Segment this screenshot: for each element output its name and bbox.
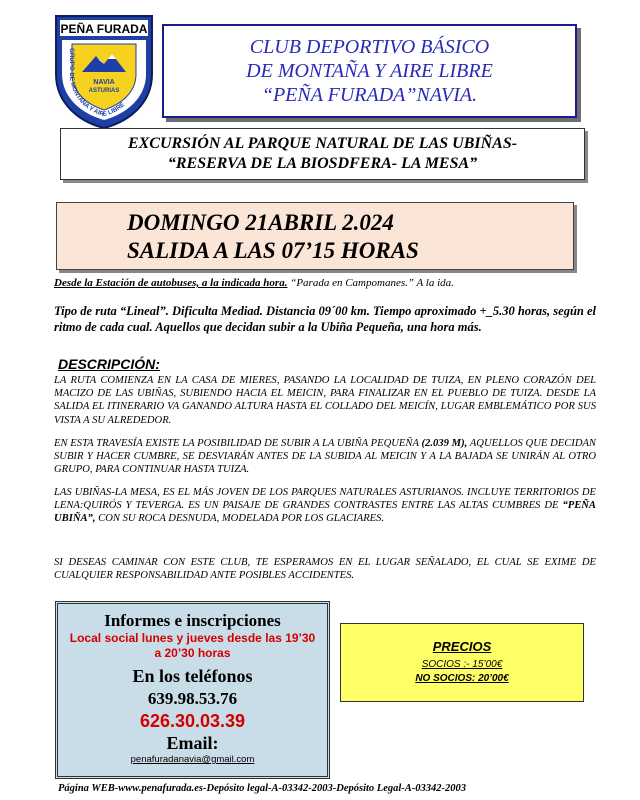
- paragraph-3-text-c: CON SU ROCA DESNUDA, MODELADA POR LOS GLACIARES.: [95, 513, 385, 525]
- logo-center-line1: NAVIA: [93, 79, 115, 86]
- excursion-title-line1: EXCURSIÓN AL PARQUE NATURAL DE LAS UBIÑAS-: [127, 135, 518, 152]
- local-schedule-line1: Local social lunes y jueves desde las 19’30: [69, 631, 316, 645]
- departure-time-line: SALIDA A LAS 07’15 HORAS: [127, 238, 419, 263]
- info-box: [55, 601, 330, 779]
- logo-center-line2: ASTURIAS: [88, 88, 120, 94]
- description-heading: DESCRIPCIÓN:: [58, 356, 160, 372]
- description-paragraph-4: SI DESEAS CAMINAR CON ESTE CLUB, TE ESPERAMOS EN EL LUGAR SEÑALADO, EL CUAL SE EXIME DE CUALQUIER RESPONSABILIDAD ANTE POSIBLES ACCIDENTES.: [54, 557, 596, 582]
- phone-number-1: 639.98.53.76: [147, 689, 238, 708]
- paragraph-2-text-a: EN ESTA TRAVESÍA EXISTE LA POSIBILIDAD DE SUBIR A LA UBIÑA PEQUEÑA: [54, 438, 422, 449]
- excursion-title-box: [60, 128, 585, 180]
- club-title-line2: DE MONTAÑA Y AIRE LIBRE: [246, 60, 493, 82]
- club-title-box: [162, 24, 577, 118]
- departure-rest: “Parada en Campomanes.” A la ida.: [287, 277, 454, 289]
- description-paragraph-2: [54, 437, 596, 477]
- email-label: Email:: [166, 733, 219, 753]
- phones-label: En los teléfonos: [132, 666, 253, 686]
- paragraph-3-peak: “PEÑA UBIÑA”,: [54, 500, 596, 525]
- description-paragraph-1: LA RUTA COMIENZA EN LA CASA DE MIERES, PASANDO LA LOCALIDAD DE TUIZA, EN PLENO CORAZÓN DEL MACIZO DE LAS UBIÑAS, SUBIENDO HACIA EL MEICIN, PARA FINALIZAR EN EL PUEBLO DE TUIZA. DESDE LA SALIDA EL ITINERARIO VA GANANDO ALTURA HASTA EL COLLADO DEL MEICÍN, LUGAR EMBLEMÁTICO POR SUS VISTA A SU ALREDEDOR.: [54, 375, 596, 426]
- date-line: DOMINGO 21ABRIL 2.024: [127, 210, 394, 235]
- date-box: [56, 202, 574, 270]
- footer-web-legal: Página WEB-www.penafurada.es-Depósito legal-A-03342-2003-Depósito Legal-A-03342-2003: [58, 783, 467, 794]
- paragraph-2-altitude: (2.039 M),: [421, 438, 468, 449]
- departure-lead: Desde la Estación de autobuses, a la indicada hora.: [54, 277, 288, 289]
- excursion-title-line2: “RESERVA DE LA BIOSDFERA- LA MESA”: [167, 155, 478, 172]
- club-logo: [52, 12, 156, 130]
- club-title-line3: “PEÑA FURADA”NAVIA.: [261, 84, 478, 106]
- paragraph-3-text-a: LAS UBIÑAS-LA MESA, ES EL MÁS JOVEN DE LOS PARQUES NATURALES ASTURIANOS. INCLUYE TERRITORIOS DE LENA:QUIRÓS Y TEVERGA. ES UN PAISAJE DE GRANDES CONTRASTES ENTRE LAS ALTAS CUMBRES DE: [54, 487, 596, 512]
- club-title-line1: CLUB DEPORTIVO BÁSICO: [249, 36, 490, 58]
- email-link[interactable]: penafuradanavia@gmail.com: [130, 754, 255, 765]
- info-title: Informes e inscripciones: [104, 611, 281, 630]
- departure-info: [54, 276, 596, 290]
- prices-title: PRECIOS: [432, 639, 492, 654]
- prices-box: [340, 623, 584, 702]
- description-paragraph-3: [54, 486, 596, 526]
- logo-top-text: PEÑA FURADA: [60, 22, 148, 36]
- logo-ring-text: GRUPO DE MONTAÑA Y AIRE LIBRE: [67, 48, 127, 119]
- route-info: Tipo de ruta “Lineal”. Dificulta Mediad. Distancia 09´00 km. Tiempo aproximado +_5.30 horas, según el ritmo de cada cual. Aquellos que decidan subir a la Ubiña Pequeña, una hora más.: [54, 304, 596, 334]
- price-members: SOCIOS :- 15’00€: [421, 659, 503, 670]
- local-schedule-line2: a 20’30 horas: [154, 646, 231, 660]
- price-non-members: NO SOCIOS: 20’00€: [415, 673, 509, 684]
- paragraph-2-text-c: AQUELLOS QUE DECIDAN SUBIR Y HACER CUMBRE, SE DESVIARÁN ANTES DE LA SUBIDA AL MEICIN Y A LA BAJADA SE UNIRÁN AL OTRO GRUPO, PARA CONTINUAR HASTA TUIZA.: [54, 438, 597, 476]
- phone-number-2: 626.30.03.39: [139, 711, 246, 731]
